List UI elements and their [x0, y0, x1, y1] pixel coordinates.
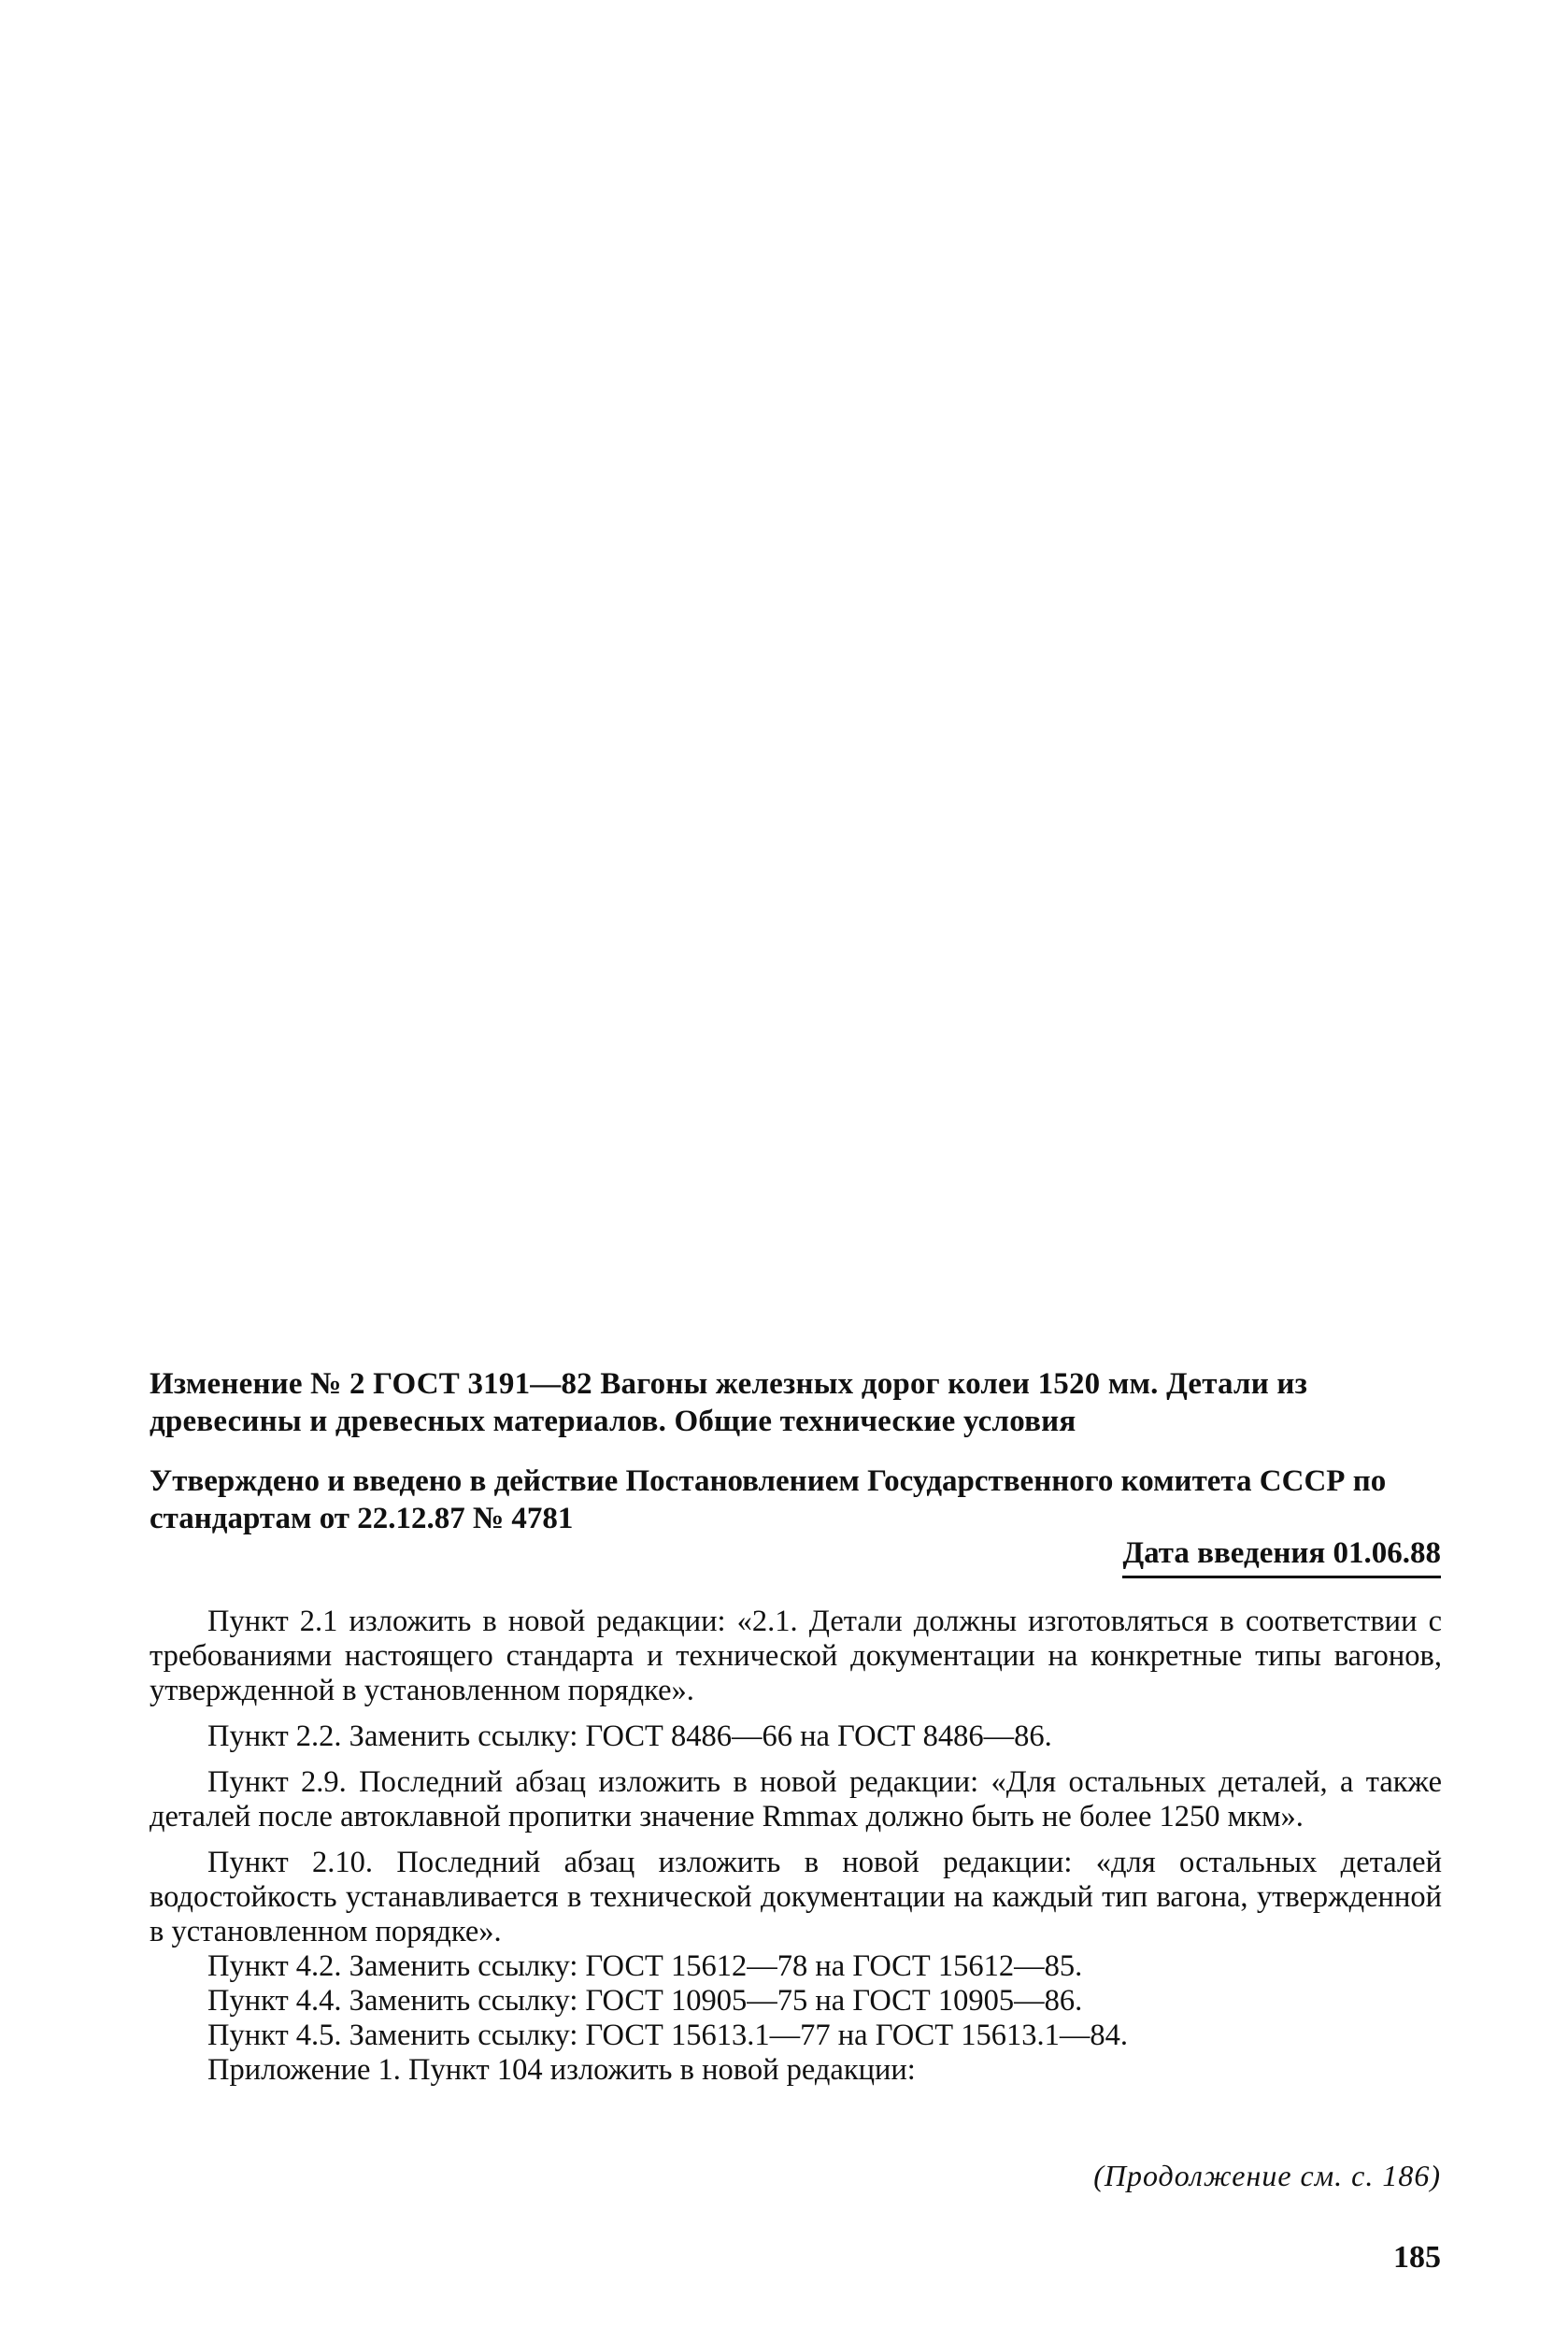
paragraph-item-4-2: Пункт 4.2. Заменить ссылку: ГОСТ 15612—78 на ГОСТ 15612—85. [207, 1949, 1083, 1983]
amendment-title: Изменение № 2 ГОСТ 3191—82 Вагоны железных дорог колеи 1520 мм. Детали из древесины и древесных материалов. Общие технические условия [150, 1367, 1308, 1438]
continuation-note: (Продолжение см. с. 186) [1093, 2159, 1441, 2192]
paragraph-item-2-1: Пункт 2.1 изложить в новой редакции: «2.1. Детали должны изготовляться в соответствии с требованиями настоящего стандарта и технической документации на конкретные типы вагонов, утвержденной в установленном порядке». [150, 1605, 1442, 1707]
amendment-body [150, 1605, 1442, 2088]
paragraph-item-2-9: Пункт 2.9. Последний абзац изложить в новой редакции: «Для остальных деталей, а также деталей после автоклавной пропитки значение Rmmax должно быть не более 1250 мкм». [150, 1765, 1442, 1833]
paragraph-item-2-10: Пункт 2.10. Последний абзац изложить в новой редакции: «для остальных деталей водостойкость устанавливается в технической документации на каждый тип вагона, утвержденной в установленном порядке». [150, 1846, 1442, 1948]
effective-date: Дата введения 01.06.88 [1122, 1534, 1441, 1578]
paragraph-appendix-1: Приложение 1. Пункт 104 изложить в новой редакции: [207, 2053, 916, 2087]
paragraph-item-4-5: Пункт 4.5. Заменить ссылку: ГОСТ 15613.1—77 на ГОСТ 15613.1—84. [207, 2019, 1128, 2052]
approval-statement: Утверждено и введено в действие Постановлением Государственного комитета СССР по стандартам от 22.12.87 № 4781 [150, 1464, 1387, 1535]
paragraph-item-2-2: Пункт 2.2. Заменить ссылку: ГОСТ 8486—66 на ГОСТ 8486—86. [207, 1719, 1052, 1753]
paragraph-item-4-4: Пункт 4.4. Заменить ссылку: ГОСТ 10905—75 на ГОСТ 10905—86. [207, 1984, 1083, 2018]
page-number: 185 [1393, 2240, 1441, 2275]
